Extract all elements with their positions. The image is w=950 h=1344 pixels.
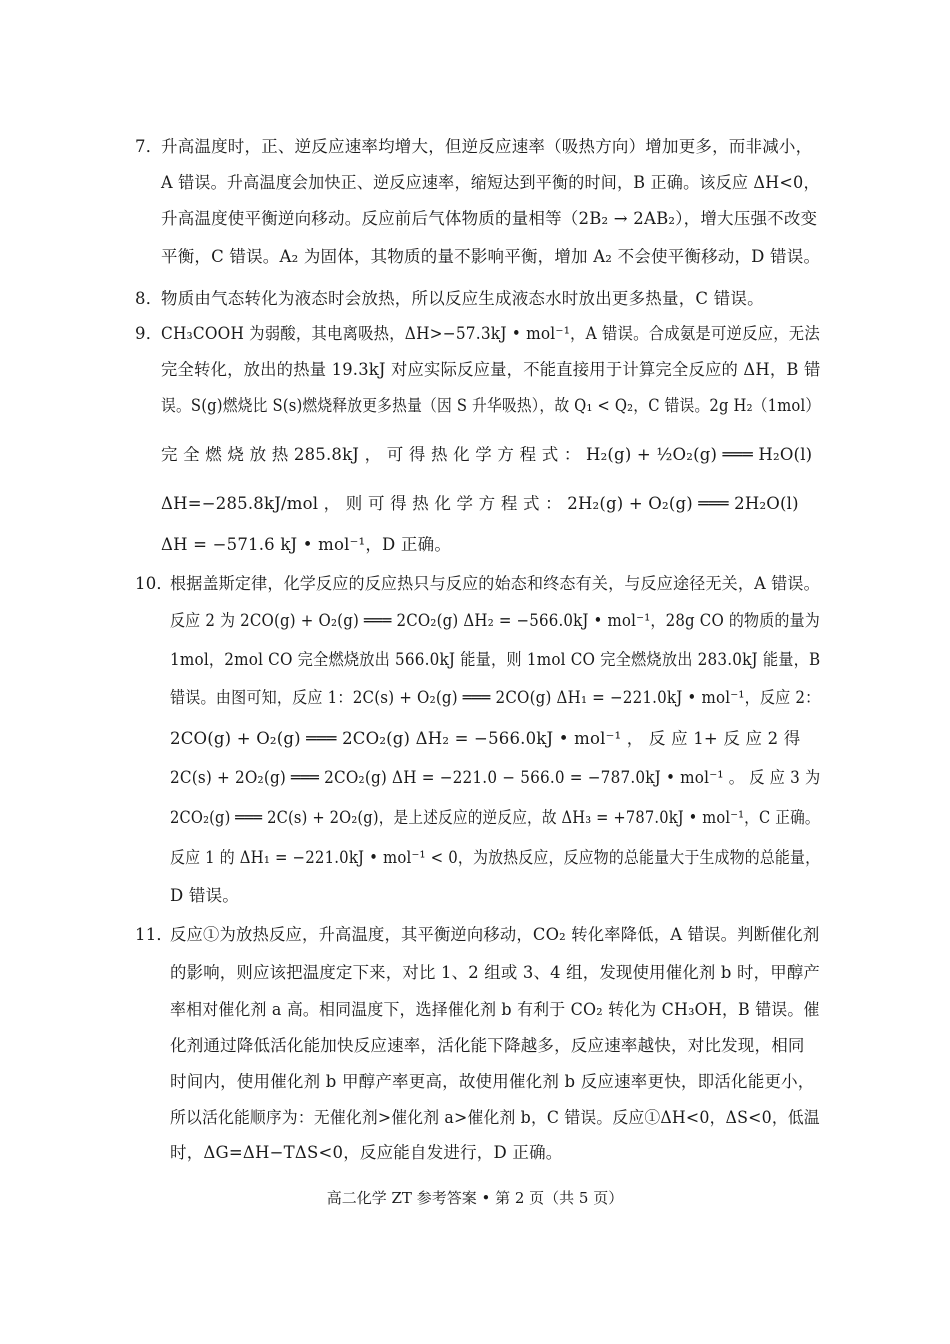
q11-line-7: 时，ΔG=ΔH−TΔS<0，反应能自发进行，D 正确。 bbox=[170, 1143, 563, 1162]
q9-line-1: CH₃COOH 为弱酸，其电离吸热，ΔH>−57.3kJ • mol⁻¹，A 错误。合成氨是可逆反应，无法 bbox=[161, 324, 820, 343]
q7-line-1: 升高温度时，正、逆反应速率均增大，但逆反应速率（吸热方向）增加更多，而非减小， bbox=[161, 137, 813, 156]
question-number-11: 11． bbox=[135, 925, 174, 944]
q11-line-5: 时间内，使用催化剂 b 甲醇产率更高，故使用催化剂 b 反应速率更快，即活化能更小， bbox=[170, 1072, 815, 1091]
q10-line-5: 2CO(g) + O₂(g) ═══ 2CO₂(g) ΔH₂ = −566.0kJ • mol⁻¹ ， 反 应 1+ 反 应 2 得 bbox=[170, 729, 801, 748]
q11-line-2: 的影响，则应该把温度定下来，对比 1、2 组或 3、4 组，发现使用催化剂 b 时，甲醇产 bbox=[170, 963, 821, 982]
q10-line-7: 2CO₂(g) ═══ 2C(s) + 2O₂(g)，是上述反应的逆反应，故 ΔH₃ = +787.0kJ • mol⁻¹，C 正确。 bbox=[170, 808, 820, 827]
q11-line-3: 率相对催化剂 a 高。相同温度下，选择催化剂 b 有利于 CO₂ 转化为 CH₃OH，B 错误。催 bbox=[170, 1000, 820, 1019]
q10-line-1: 根据盖斯定律，化学反应的反应热只与反应的始态和终态有关，与反应途径无关，A 错误。 bbox=[170, 574, 820, 593]
q11-line-6: 所以活化能顺序为：无催化剂>催化剂 a>催化剂 b，C 错误。反应①ΔH<0，ΔS<0，低温 bbox=[170, 1108, 820, 1127]
q10-line-8: 反应 1 的 ΔH₁ = −221.0kJ • mol⁻¹ < 0，为放热反应，反应物的总能量大于生成物的总能量， bbox=[170, 848, 821, 867]
q10-line-6: 2C(s) + 2O₂(g) ═══ 2CO₂(g) ΔH = −221.0 − 566.0 = −787.0kJ • mol⁻¹ 。 反 应 3 为 bbox=[170, 768, 821, 787]
q8-line-1: 物质由气态转化为液态时会放热，所以反应生成液态水时放出更多热量，C 错误。 bbox=[161, 289, 764, 308]
q7-line-4: 平衡，C 错误。A₂ 为固体，其物质的量不影响平衡，增加 A₂ 不会使平衡移动，D 错误。 bbox=[161, 247, 821, 266]
q9-line-5: ΔH=−285.8kJ/mol ， 则 可 得 热 化 学 方 程 式 ： 2H₂(g) + O₂(g) ═══ 2H₂O(l) bbox=[161, 494, 799, 513]
q9-line-2: 完全转化，放出的热量 19.3kJ 对应实际反应量，不能直接用于计算完全反应的 ΔH，B 错 bbox=[161, 360, 821, 379]
q9-line-4: 完 全 燃 烧 放 热 285.8kJ ， 可 得 热 化 学 方 程 式 ： H₂(g) + ½O₂(g) ═══ H₂O(l) bbox=[161, 445, 813, 464]
q10-line-3: 1mol，2mol CO 完全燃烧放出 566.0kJ 能量，则 1mol CO 完全燃烧放出 283.0kJ 能量，B bbox=[170, 650, 821, 669]
question-number-8: 8． bbox=[135, 289, 163, 308]
question-number-10: 10． bbox=[135, 574, 174, 593]
page-footer: 高二化学 ZT 参考答案 • 第 2 页（共 5 页） bbox=[326, 1189, 624, 1207]
q10-line-4: 错误。由图可知，反应 1：2C(s) + O₂(g) ═══ 2CO(g) ΔH₁ = −221.0kJ • mol⁻¹，反应 2： bbox=[170, 688, 821, 707]
q11-line-4: 化剂通过降低活化能加快反应速率，活化能下降越多，反应速率越快，对比发现，相同 bbox=[170, 1036, 805, 1055]
q10-line-2: 反应 2 为 2CO(g) + O₂(g) ═══ 2CO₂(g) ΔH₂ = −566.0kJ • mol⁻¹，28g CO 的物质的量为 bbox=[170, 611, 820, 630]
q9-line-6: ΔH = −571.6 kJ • mol⁻¹，D 正确。 bbox=[161, 535, 452, 554]
question-number-7: 7． bbox=[135, 137, 163, 156]
q11-line-1: 反应①为放热反应，升高温度，其平衡逆向移动，CO₂ 转化率降低，A 错误。判断催化剂 bbox=[170, 925, 820, 944]
question-number-9: 9． bbox=[135, 324, 163, 343]
q10-line-9: D 错误。 bbox=[170, 886, 239, 905]
q9-line-3: 误。S(g)燃烧比 S(s)燃烧释放更多热量（因 S 升华吸热），故 Q₁ < Q₂，C 错误。2g H₂（1mol） bbox=[161, 396, 821, 415]
q7-line-2: A 错误。升高温度会加快正、逆反应速率，缩短达到平衡的时间，B 正确。该反应 ΔH<0， bbox=[161, 173, 820, 192]
q7-line-3: 升高温度使平衡逆向移动。反应前后气体物质的量相等（2B₂ → 2AB₂），增大压强不改变 bbox=[161, 209, 818, 228]
